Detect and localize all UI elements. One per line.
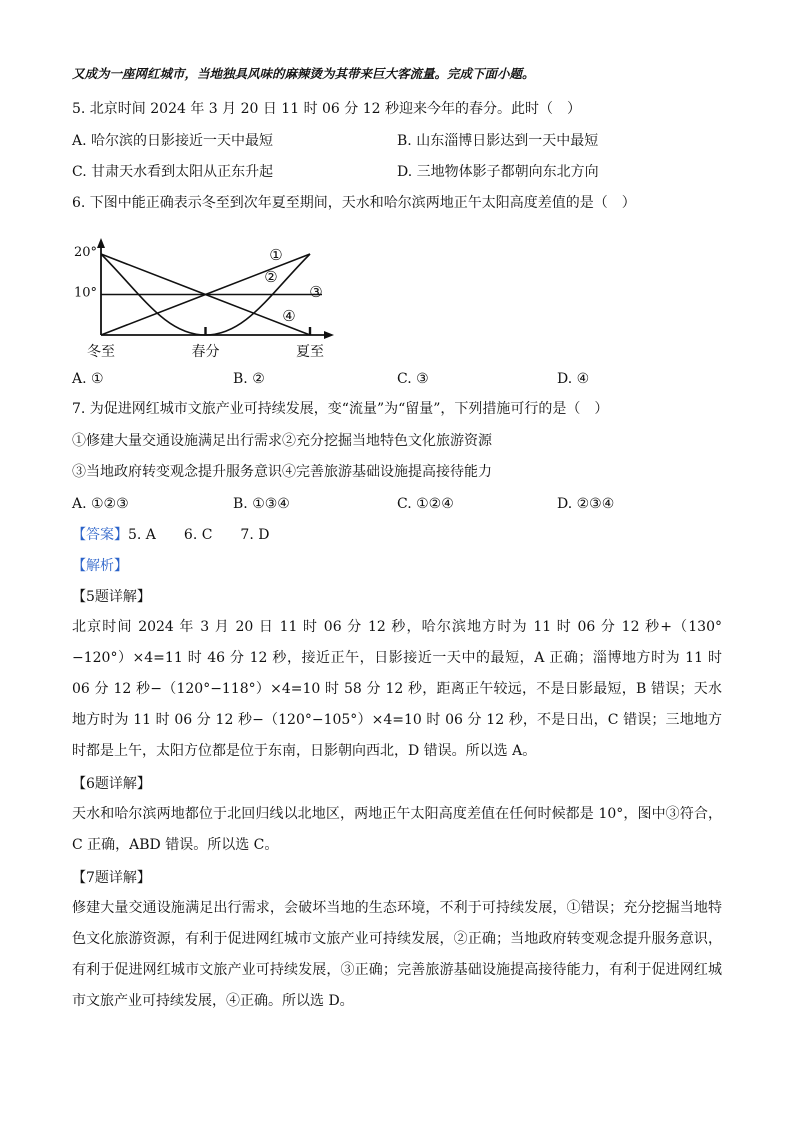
q5-option-b[interactable]: B. 山东淄博日影达到一天中最短 bbox=[397, 133, 599, 149]
q7-stem: 7. 为促进网红城市文旅产业可持续发展，变“流量”为“留量”，下列措施可行的是（ ） bbox=[72, 401, 609, 417]
q7-option-c[interactable]: C. ①②④ bbox=[397, 496, 454, 512]
y-tick-label: 10° bbox=[73, 285, 97, 301]
answer-tag: 【答案】 bbox=[72, 527, 128, 543]
q5-stem: 5. 北京时间 2024 年 3 月 20 日 11 时 06 分 12 秒迎来今年的春分。此时（ ） bbox=[72, 101, 582, 117]
q6-option-d[interactable]: D. ④ bbox=[557, 371, 590, 387]
d5-title: 【5题详解】 bbox=[72, 589, 151, 605]
d7-title: 【7题详解】 bbox=[72, 870, 151, 886]
d6-text: 天水和哈尔滨两地都位于北回归线以北地区，两地正午太阳高度差值在任何时候都是 10°，图中③符合，C 正确，ABD 错误。所以选 C。 bbox=[72, 806, 722, 853]
answer-line bbox=[72, 525, 269, 545]
q6-option-a[interactable]: A. ① bbox=[72, 371, 104, 387]
answer-values: 5. A 6. C 7. D bbox=[128, 527, 270, 543]
q5-option-d[interactable]: D. 三地物体影子都朝向东北方向 bbox=[397, 164, 599, 180]
series-label: ① bbox=[269, 246, 283, 264]
noon-sun-altitude-diff-chart bbox=[70, 232, 350, 362]
x-axis-arrow bbox=[324, 331, 334, 339]
x-tick-label: 冬至 bbox=[87, 344, 115, 360]
q5-option-c[interactable]: C. 甘肃天水看到太阳从正东升起 bbox=[72, 164, 274, 180]
x-tick-label: 春分 bbox=[191, 344, 220, 360]
q7-items-2: ③当地政府转变观念提升服务意识④完善旅游基础设施提高接待能力 bbox=[72, 464, 492, 480]
series-label: ④ bbox=[282, 307, 296, 325]
d5-text: 北京时间 2024 年 3 月 20 日 11 时 06 分 12 秒，哈尔滨地方时为 11 时 06 分 12 秒+（130°−120°）×4=11 时 46 分 12 秒，接近正午，日影接近一天中的最短，A 正确；淄博地方时为 11 时 06 分 12 秒−（120°−118°）×4=10 时 58 分 12 秒，距离正午较远，不是日影最短，B 错误；天水地方时为 11 时 06 分 12 秒−（120°−105°）×4=10 时 06 分 12 秒，不是日出，C 错误；三地地方时都是上午，太阳方位都是位于东南，日影朝向西北，D 错误。所以选 A。 bbox=[72, 619, 722, 759]
q7-option-d[interactable]: D. ②③④ bbox=[557, 496, 615, 512]
d6-title: 【6题详解】 bbox=[72, 776, 151, 792]
series-label: ③ bbox=[309, 283, 323, 301]
analysis-tag: 【解析】 bbox=[72, 558, 128, 574]
q6-stem: 6. 下图中能正确表示冬至到次年夏至期间，天水和哈尔滨两地正午太阳高度差值的是（ ） bbox=[72, 195, 636, 211]
q7-option-b[interactable]: B. ①③④ bbox=[233, 496, 290, 512]
intro-text: 又成为一座网红城市，当地独具风味的麻辣烫为其带来巨大客流量。完成下面小题。 bbox=[72, 66, 535, 81]
q5-option-a[interactable]: A. 哈尔滨的日影接近一天中最短 bbox=[72, 133, 274, 149]
q7-option-a[interactable]: A. ①②③ bbox=[72, 496, 129, 512]
series-label: ② bbox=[264, 268, 278, 286]
y-tick-label: 20° bbox=[73, 245, 97, 260]
x-tick-label: 夏至 bbox=[296, 344, 324, 360]
q6-option-b[interactable]: B. ② bbox=[233, 371, 265, 387]
d7-text: 修建大量交通设施满足出行需求，会破坏当地的生态环境，不利于可持续发展，①错误；充分挖掘当地特色文化旅游资源，有利于促进网红城市文旅产业可持续发展，②正确；当地政府转变观念提升服务意识，有利于促进网红城市文旅产业可持续发展，③正确；完善旅游基础设施提高接待能力，有利于促进网红城市文旅产业可持续发展，④正确。所以选 D。 bbox=[72, 900, 722, 1009]
q6-option-c[interactable]: C. ③ bbox=[397, 371, 429, 387]
q7-items-1: ①修建大量交通设施满足出行需求②充分挖掘当地特色文化旅游资源 bbox=[72, 433, 492, 449]
y-axis-arrow bbox=[97, 238, 105, 248]
